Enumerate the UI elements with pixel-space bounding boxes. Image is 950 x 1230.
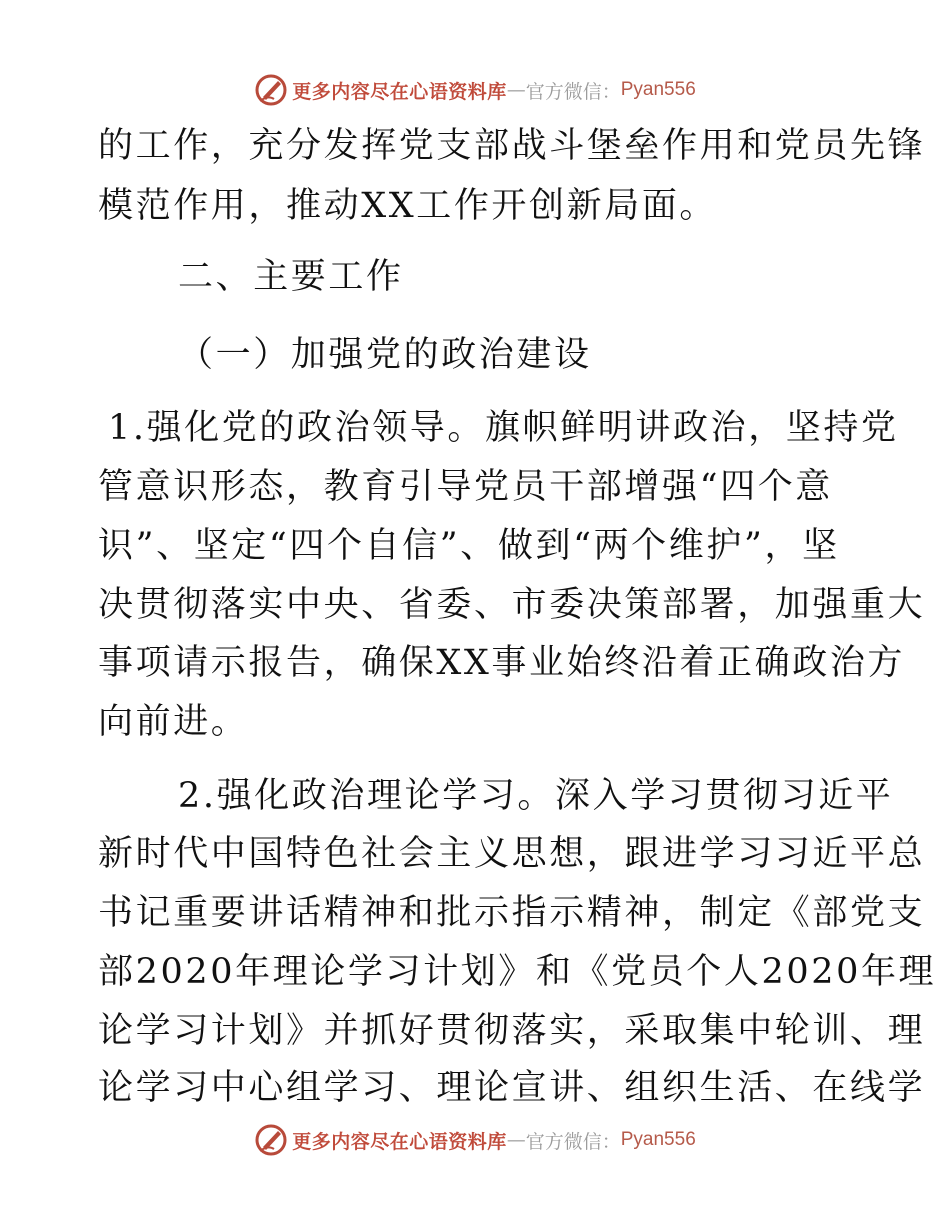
body-line-15: 论学习计划》并抓好贯彻落实，采取集中轮训、理 (98, 1011, 926, 1051)
brand-text: 更多内容尽在心语资料库 (292, 1130, 507, 1153)
body-line-10: 向前进。 (98, 702, 249, 742)
wechat-id: Pyan556 (620, 1129, 696, 1150)
official-wechat-label: 官方微信： (525, 80, 621, 103)
official-wechat-label: 官方微信： (525, 1130, 621, 1153)
body-line-14: 部2020年理论学习计划》和《党员个人2020年理 (98, 952, 937, 992)
body-line-7: 识”、坚定“四个自信”、做到“两个维护”，坚 (98, 526, 840, 566)
body-line-1: 的工作，充分发挥党支部战斗堡垒作用和党员先锋 (98, 126, 926, 166)
brand-logo-icon (254, 1123, 288, 1157)
wechat-id: Pyan556 (620, 79, 696, 100)
body-line-9: 事项请示报告，确保XX事业始终沿着正确政治方 (98, 643, 906, 683)
brand-text: 更多内容尽在心语资料库 (292, 80, 507, 103)
banner-dash: — (506, 1129, 526, 1151)
body-line-13: 书记重要讲话精神和批示指示精神，制定《部党支 (98, 893, 926, 933)
body-line-12: 新时代中国特色社会主义思想，跟进学习习近平总 (98, 834, 926, 874)
header-watermark (0, 70, 950, 110)
section-heading: 二、主要工作 (178, 257, 404, 297)
brand-logo-icon (254, 73, 288, 107)
body-line-16: 论学习中心组学习、理论宣讲、组织生活、在线学 (98, 1068, 926, 1108)
body-line-11: 2.强化政治理论学习。深入学习贯彻习近平 (178, 776, 894, 816)
body-line-5: 1.强化党的政治领导。旗帜鲜明讲政治，坚持党 (108, 408, 899, 448)
footer-watermark (0, 1120, 950, 1160)
body-line-2: 模范作用，推动XX工作开创新局面。 (98, 186, 718, 226)
body-line-8: 决贯彻落实中央、省委、市委决策部署，加强重大 (98, 585, 926, 625)
banner-dash: — (506, 79, 526, 101)
body-line-6: 管意识形态，教育引导党员干部增强“四个意 (98, 467, 833, 507)
subsection-heading: （一）加强党的政治建设 (178, 335, 592, 375)
